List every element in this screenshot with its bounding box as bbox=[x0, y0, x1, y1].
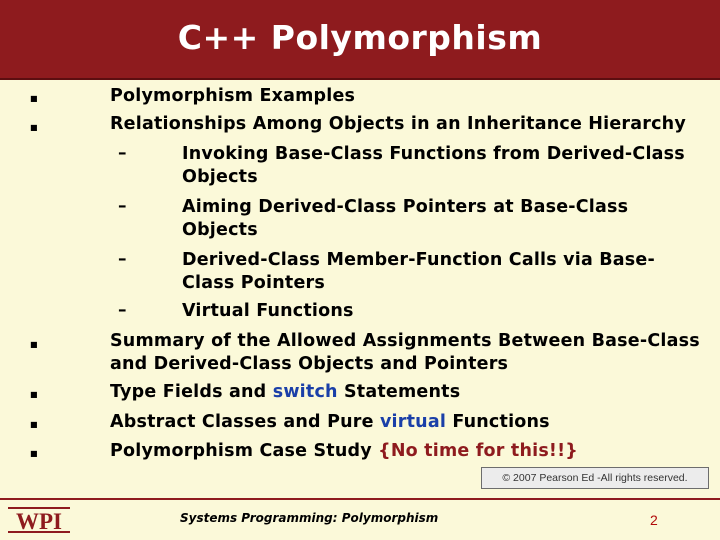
bullet-abstract-classes bbox=[110, 412, 550, 432]
bullet-marker: ■ bbox=[30, 94, 38, 103]
bullet-summary-assignments: Summary of the Allowed Assignments Between Base-Class bbox=[110, 331, 700, 351]
copyright-notice: © 2007 Pearson Ed -All rights reserved. bbox=[481, 467, 709, 489]
bullet-marker: ■ bbox=[30, 420, 38, 429]
bullet-marker: ■ bbox=[30, 449, 38, 458]
bullet-relationships: Relationships Among Objects in an Inheritance Hierarchy bbox=[110, 114, 686, 134]
subitem-virtual-functions: Virtual Functions bbox=[182, 301, 354, 321]
subitem-invoking-base: Invoking Base-Class Functions from Derived-Class bbox=[182, 144, 685, 164]
sub-dash: – bbox=[118, 249, 127, 269]
bullet-text: Functions bbox=[446, 412, 550, 432]
keyword-virtual: virtual bbox=[379, 412, 447, 432]
subitem-member-calls-cont: Class Pointers bbox=[182, 273, 325, 293]
bullet-type-fields bbox=[110, 382, 460, 402]
subitem-aiming-pointers-cont: Objects bbox=[182, 220, 258, 240]
bullet-text: Polymorphism Case Study bbox=[110, 441, 379, 461]
bullet-case-study bbox=[110, 441, 578, 461]
title-bar bbox=[0, 0, 720, 80]
bullet-summary-assignments-cont: and Derived-Class Objects and Pointers bbox=[110, 354, 509, 374]
bullet-marker: ■ bbox=[30, 123, 38, 132]
bullet-marker: ■ bbox=[30, 340, 38, 349]
subitem-member-calls: Derived-Class Member-Function Calls via Base- bbox=[182, 250, 655, 270]
bullet-marker: ■ bbox=[30, 390, 38, 399]
bullet-text: Abstract Classes and Pure bbox=[110, 412, 380, 432]
footer-course-title: Systems Programming: Polymorphism bbox=[180, 511, 439, 525]
keyword-switch: switch bbox=[272, 382, 338, 402]
footer-divider bbox=[0, 498, 720, 500]
wpi-logo bbox=[6, 505, 72, 535]
page-number: 2 bbox=[650, 512, 658, 528]
sub-dash: – bbox=[118, 300, 127, 320]
sub-dash: – bbox=[118, 143, 127, 163]
bullet-polymorphism-examples: Polymorphism Examples bbox=[110, 86, 356, 106]
note-no-time: {No time for this!!} bbox=[378, 441, 578, 461]
slide-title: C++ Polymorphism bbox=[177, 18, 543, 57]
logo-text: WPI bbox=[16, 509, 62, 534]
subitem-aiming-pointers: Aiming Derived-Class Pointers at Base-Class bbox=[182, 197, 629, 217]
bullet-text: Statements bbox=[337, 382, 461, 402]
sub-dash: – bbox=[118, 196, 127, 216]
subitem-invoking-base-cont: Objects bbox=[182, 167, 258, 187]
bullet-text: Type Fields and bbox=[110, 382, 273, 402]
